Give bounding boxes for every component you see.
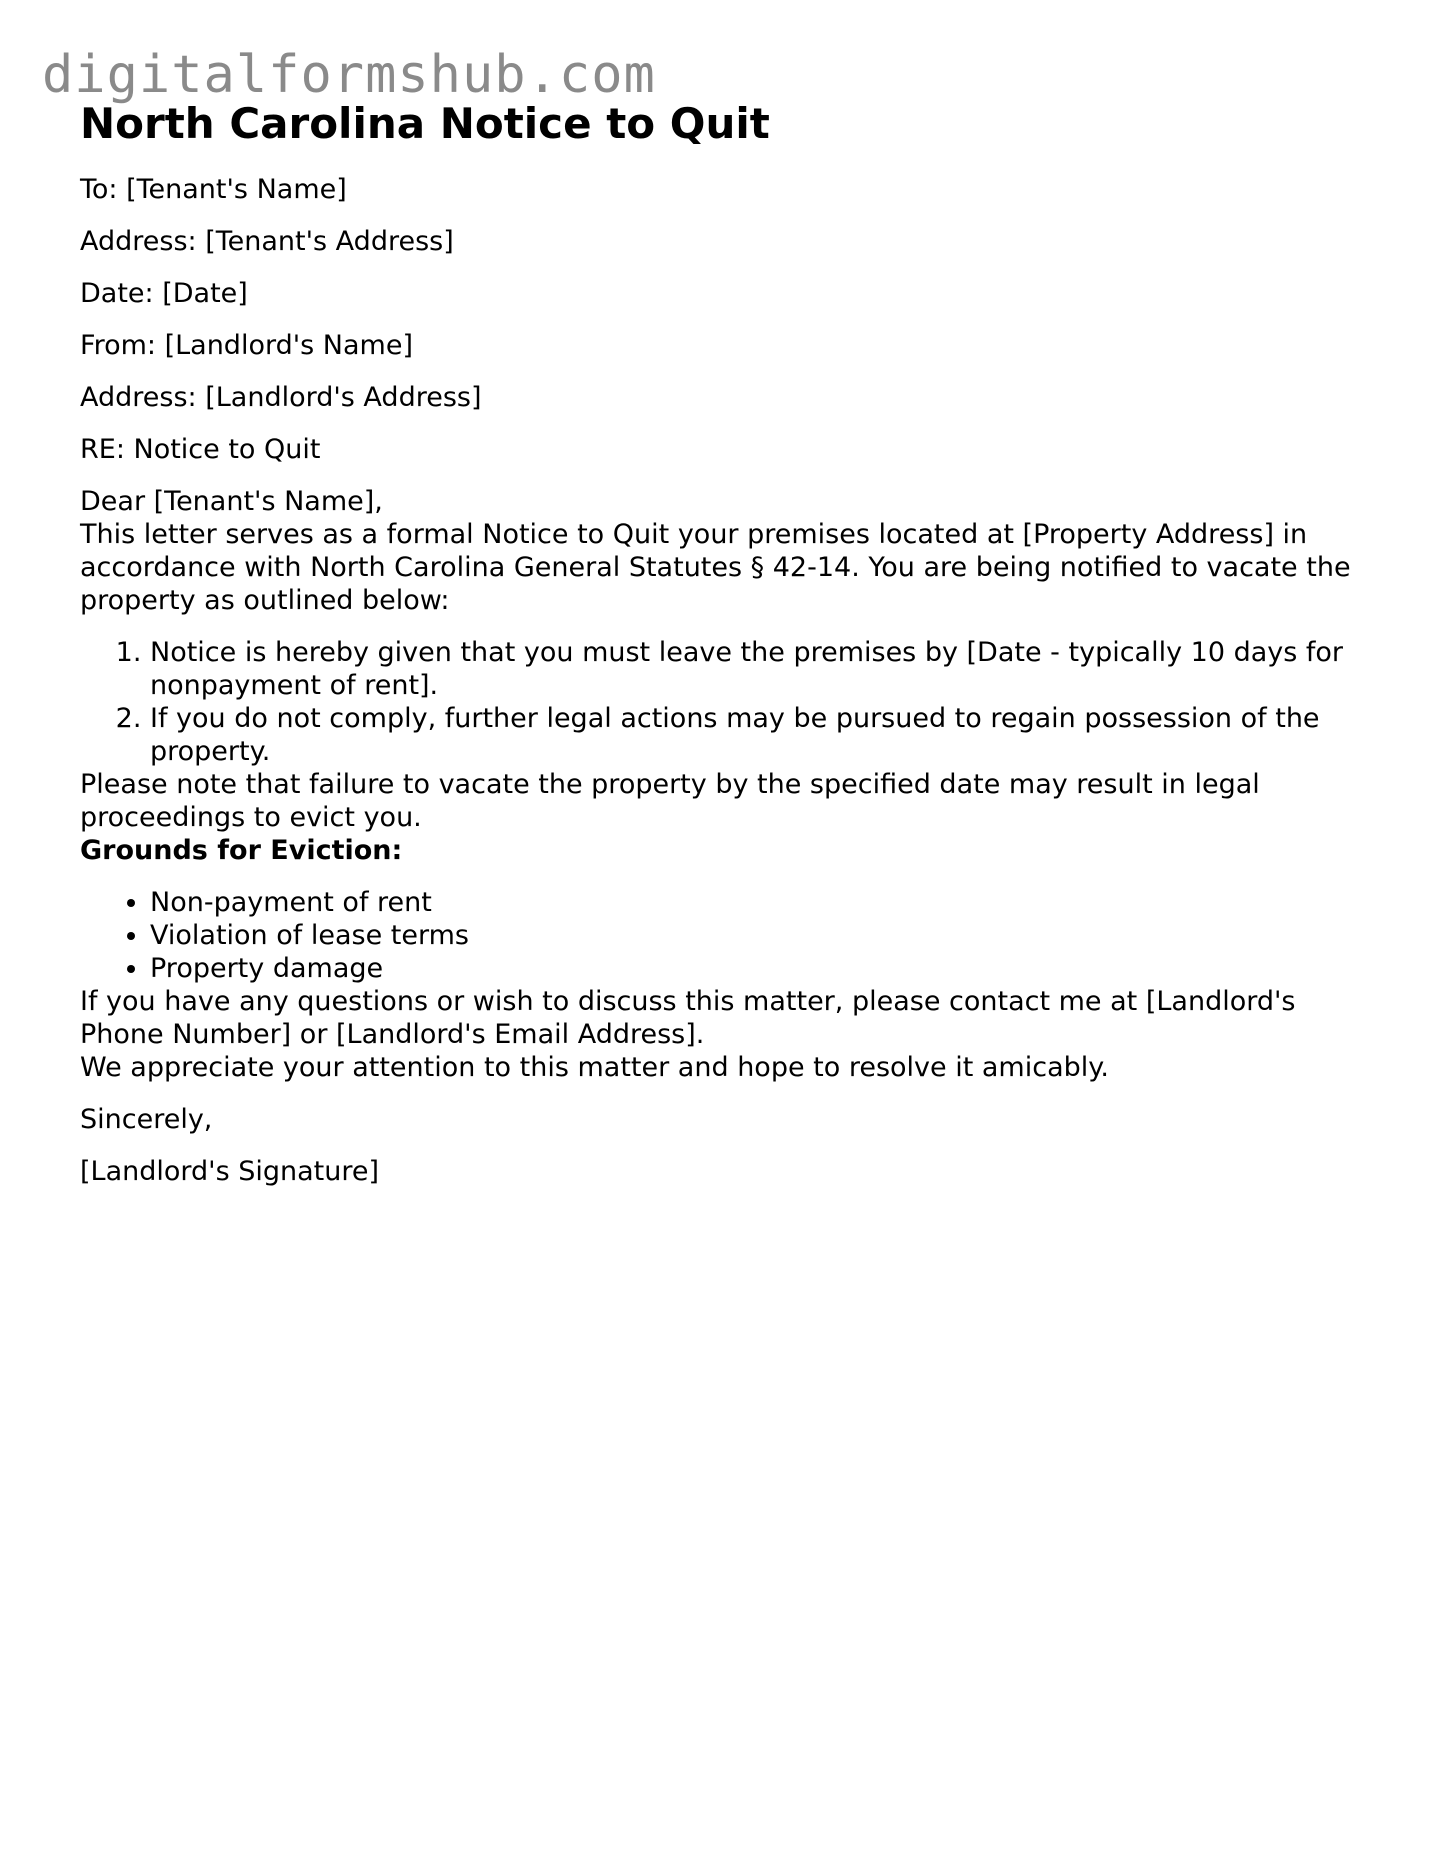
grounds-list-item: • Property damage xyxy=(150,952,1370,985)
numbered-list-item: 1. Notice is hereby given that you must leave the premises by [Date - typically 10 days for nonpayment of rent]. xyxy=(150,636,1370,702)
numbered-list-item: 2. If you do not comply, further legal actions may be pursued to regain possession of the property. xyxy=(150,702,1370,768)
to-line: To: [Tenant's Name] xyxy=(80,174,347,205)
grounds-list xyxy=(80,886,1370,985)
sign-off: Sincerely, xyxy=(80,1104,213,1135)
re-line: RE: Notice to Quit xyxy=(80,434,321,465)
contact-paragraph: If you have any questions or wish to discuss this matter, please contact me at [Landlord's Phone Number] or [Landlord's Email Address]. xyxy=(80,986,1296,1050)
tenant-address-line: Address: [Tenant's Address] xyxy=(80,226,454,257)
date-line: Date: [Date] xyxy=(80,278,248,309)
signature-line: [Landlord's Signature] xyxy=(80,1156,380,1187)
grounds-list-item: • Non-payment of rent xyxy=(150,886,1370,919)
intro-paragraph: This letter serves as a formal Notice to Quit your premises located at [Property Address] in accordance with North Carolina General Statutes § 42-14. You are being notified to vacate the property as outlined below: xyxy=(80,519,1351,616)
grounds-list-item: • Violation of lease terms xyxy=(150,919,1370,952)
watermark-text: digitalformshub.com xyxy=(42,45,656,105)
landlord-address-line: Address: [Landlord's Address] xyxy=(80,382,482,413)
notice-document xyxy=(80,96,1370,1188)
grounds-heading: Grounds for Eviction: xyxy=(80,835,403,866)
from-line: From: [Landlord's Name] xyxy=(80,330,413,361)
salutation: Dear [Tenant's Name], xyxy=(80,486,383,517)
numbered-list xyxy=(80,636,1370,768)
closing-paragraph: We appreciate your attention to this matter and hope to resolve it amicably. xyxy=(80,1052,1109,1083)
warning-paragraph: Please note that failure to vacate the property by the specified date may result in legal proceedings to evict you. xyxy=(80,769,1260,833)
document-title: North Carolina Notice to Quit xyxy=(80,99,770,148)
